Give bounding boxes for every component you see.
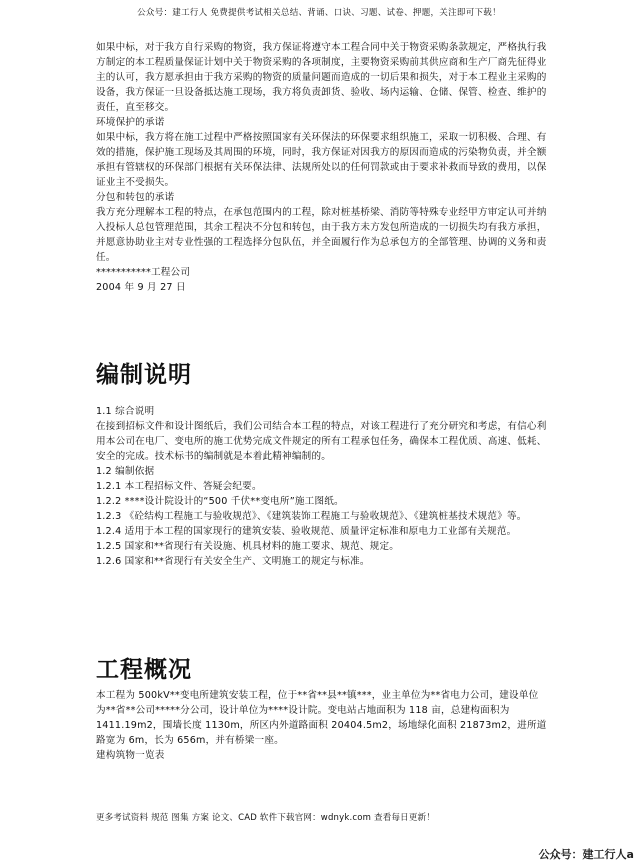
basis-item: 1.2.5 国家和**省现行有关设施、机具材料的施工要求、规范、规定。: [96, 541, 400, 552]
project-overview-section: [96, 688, 548, 763]
material-purchase-paragraph: 如果中标，对于我方自行采购的物资，我方保证将遵守本工程合同中关于物资采购条款规定，严格执行我方制定的本工程质量保证计划中关于物资采购的各项制度，主要物资采购前其供应商和生产厂商先征得业主的认可，我方愿承担由于我方采购的物资的质量问题而造成的一切后果和损失，对于本工程业主采购的设备，我方保证一旦设备抵达施工现场，我方将负责卸货、验收、场内运输、仓储、保管、检查、维护的责任，直至移交。: [96, 42, 547, 113]
structures-list-heading: 建构筑物一览表: [96, 750, 165, 761]
commitment-section: [96, 40, 548, 295]
basis-heading: 1.2 编制依据: [96, 466, 155, 477]
basis-item: 1.2.1 本工程招标文件、答疑会纪要。: [96, 481, 262, 492]
subcontract-paragraph: 我方充分理解本工程的特点，在承包范围内的工程，除对桩基桥梁、消防等特殊专业经甲方审定认可并纳入投标人总包管理范围，其余工程决不分包和转包，由于我方未方发包所造成的一切损失均有我方承担，并愿意协助业主对专业性强的工程选择分包队伍，并全面履行作为总承包方的全部管理、协调的义务和责任。: [96, 207, 547, 263]
overview-paragraph: 在接到招标文件和设计图纸后，我们公司结合本工程的特点，对该工程进行了充分研究和考虑，有信心利用本公司在电厂、变电所的施工优势完成文件规定的所有工程承包任务，确保本工程优质、高速、低耗、安全的完成。技术标书的编制就是本着此精神编制的。: [96, 421, 547, 462]
watermark: 公众号：建工行人a: [538, 848, 634, 861]
company-signature: ***********工程公司: [96, 267, 191, 278]
subcontract-heading: 分包和转包的承诺: [96, 192, 175, 203]
page-header: 公众号：建工行人 免费提供考试相关总结、背诵、口诀、习题、试卷、押题，关注即可下载！: [137, 8, 501, 18]
basis-item: 1.2.4 适用于本工程的国家现行的建筑安装、验收规范、质量评定标准和原电力工业部有关规范。: [96, 526, 517, 537]
project-overview-paragraph: 本工程为 500kV**变电所建筑安装工程，位于**省**县**镇***，业主单位为**省电力公司，建设单位为**省**公司*****分公司，设计单位为****设计院。变电站占地面积为 118 亩，总建构面积为 1411.19m2，围墙长度 1130m，所区内外道路面积 20404.5m2，场地绿化面积 21873m2，进所道路宽为 6m，长为 656m，并有桥梁一座。: [96, 690, 547, 746]
overview-heading: 1.1 综合说明: [96, 406, 155, 417]
basis-item: 1.2.6 国家和**省现行有关安全生产、文明施工的规定与标准。: [96, 556, 370, 567]
basis-item: 1.2.3 《砼结构工程施工与验收规范》、《建筑装饰工程施工与验收规范》、《建筑桩基技术规范》等。: [96, 511, 527, 522]
page-footer: 更多考试资料 规范 图集 方案 论文、CAD 软件下载官网：wdnyk.com 查看每日更新！: [96, 813, 435, 823]
signature-date: 2004 年 9 月 27 日: [96, 282, 186, 293]
section-title-compilation: 编制说明: [96, 362, 192, 388]
section-title-overview: 工程概况: [96, 657, 192, 683]
basis-item: 1.2.2 ****设计院设计的“500 千伏**变电所”施工图纸。: [96, 496, 344, 507]
environment-paragraph: 如果中标，我方将在施工过程中严格按照国家有关环保法的环保要求组织施工，采取一切积极、合理、有效的措施，保护施工现场及其周围的环境，同时，我方保证对因我方的原因而造成的污染物负责，并全额承担有管辖权的环保部门根据有关环保法律、法规所处以的任何罚款或由于要求补救而导致的费用，以保证业主不受损失。: [96, 132, 547, 188]
environment-heading: 环境保护的承诺: [96, 117, 165, 128]
compilation-section: [96, 404, 548, 569]
